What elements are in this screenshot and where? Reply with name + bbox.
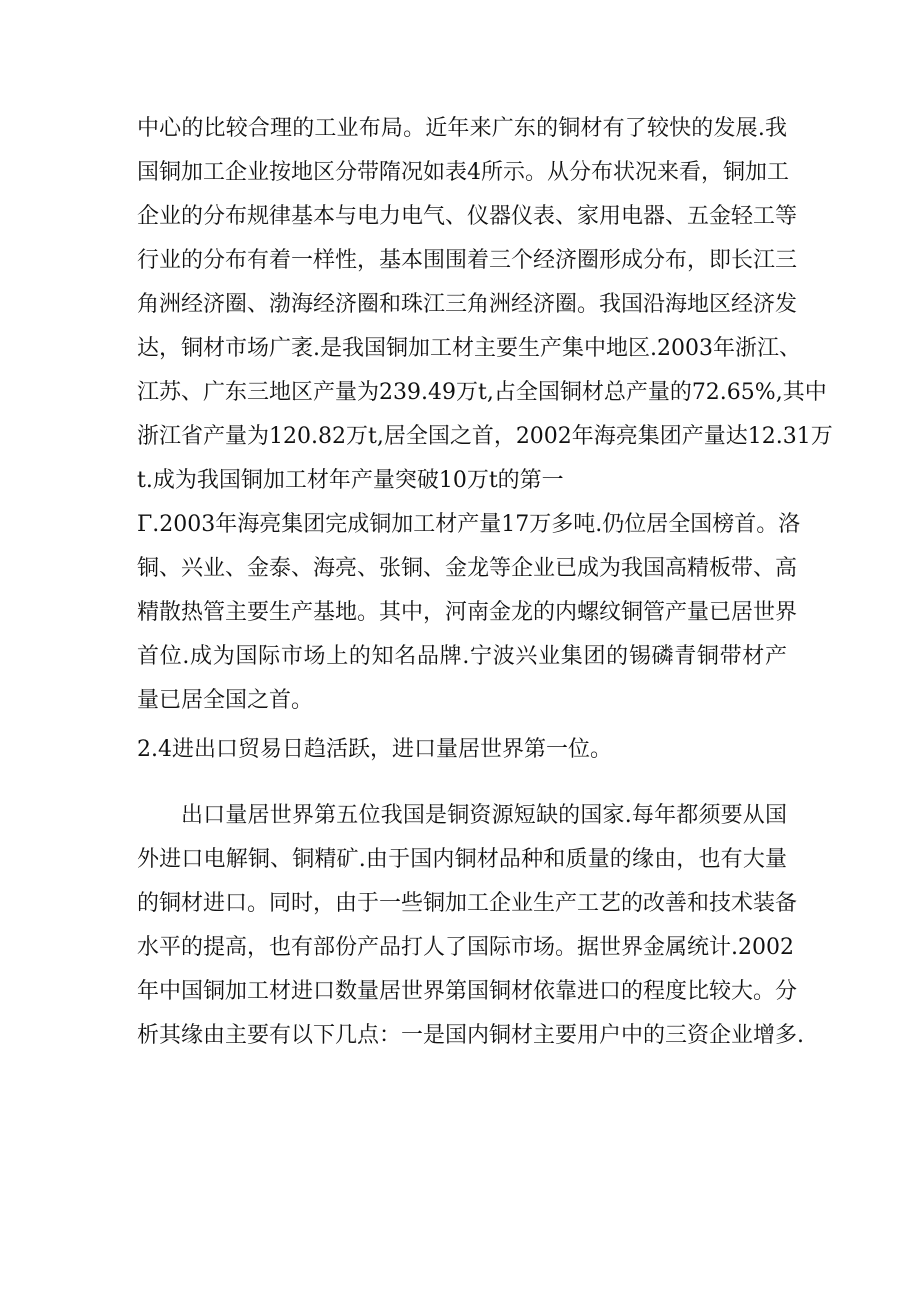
text-line: 铜、兴业、金泰、海亮、张铜、金龙等企业已成为我国高精板带、高 <box>137 556 798 581</box>
text-line: 的铜材进口。同时，由于一些铜加工企业生产工艺的改善和技术装备 <box>137 891 798 916</box>
paragraph-hailiang-production <box>137 503 801 723</box>
text-line: 浙江省产量为120.82万t,居全国之首，2002年海亮集团产量达12.31万 <box>137 424 833 449</box>
text-line: 水平的提高，也有部份产品打人了国际市场。据世界金属统计.2002 <box>137 935 794 960</box>
text-line: 江苏、广东三地区产量为239.49万t,占全国铜材总产量的72.65%,其中 <box>137 380 827 405</box>
text-line: 角洲经济圈、渤海经济圈和珠江三角洲经济圈。我国沿海地区经济发 <box>137 292 798 317</box>
text-line: 量已居全国之首。 <box>137 688 314 713</box>
text-line: 外进口电解铜、铜精矿.由于国内铜材品种和质量的缘由，也有大量 <box>137 847 787 872</box>
document-body <box>137 107 833 1058</box>
text-line: 精散热管主要生产基地。其中，河南金龙的内螺纹铜管产量已居世界 <box>137 600 798 625</box>
text-line: 达，铜材市场广袤.是我国铜加工材主要生产集中地区.2003年浙江、 <box>137 336 801 361</box>
text-line: 析其缘由主要有以下几点：一是国内铜材主要用户中的三资企业增多. <box>137 1023 804 1048</box>
text-line: 中心的比较合理的工业布局。近年来广东的铜材有了较快的发展.我 <box>137 116 787 141</box>
text-line: 企业的分布规律基本与电力电气、仪器仪表、家用电器、五金轻工等 <box>137 204 798 229</box>
text-line: t.成为我国铜加工材年产量突破10万t的第一 <box>137 468 564 493</box>
text-line: Γ.2003年海亮集团完成铜加工材产量17万多吨.仍位居全国榜首。洛 <box>137 512 801 537</box>
paragraph-import-export <box>137 794 804 1058</box>
text-line: 国铜加工企业按地区分带隋况如表4所示。从分布状况来看，铜加工 <box>137 160 789 185</box>
text-line: 出口量居世界第五位我国是铜资源短缺的国家.每年都须要从国 <box>181 803 787 828</box>
text-line: 行业的分布有着一样性，基本围围着三个经济圈形成分布，即长江三 <box>137 248 798 273</box>
text-line: 年中国铜加工材进口数量居世界第国铜材依靠进口的程度比较大。分 <box>137 979 798 1004</box>
paragraph-copy-distribution <box>137 107 833 503</box>
text-line: 首位.成为国际市场上的知名品牌.宁波兴业集团的锡磷青铜带材产 <box>137 644 787 669</box>
section-heading: 2.4进出口贸易日趋活跃，进口量居世界第一位。 <box>137 737 612 762</box>
